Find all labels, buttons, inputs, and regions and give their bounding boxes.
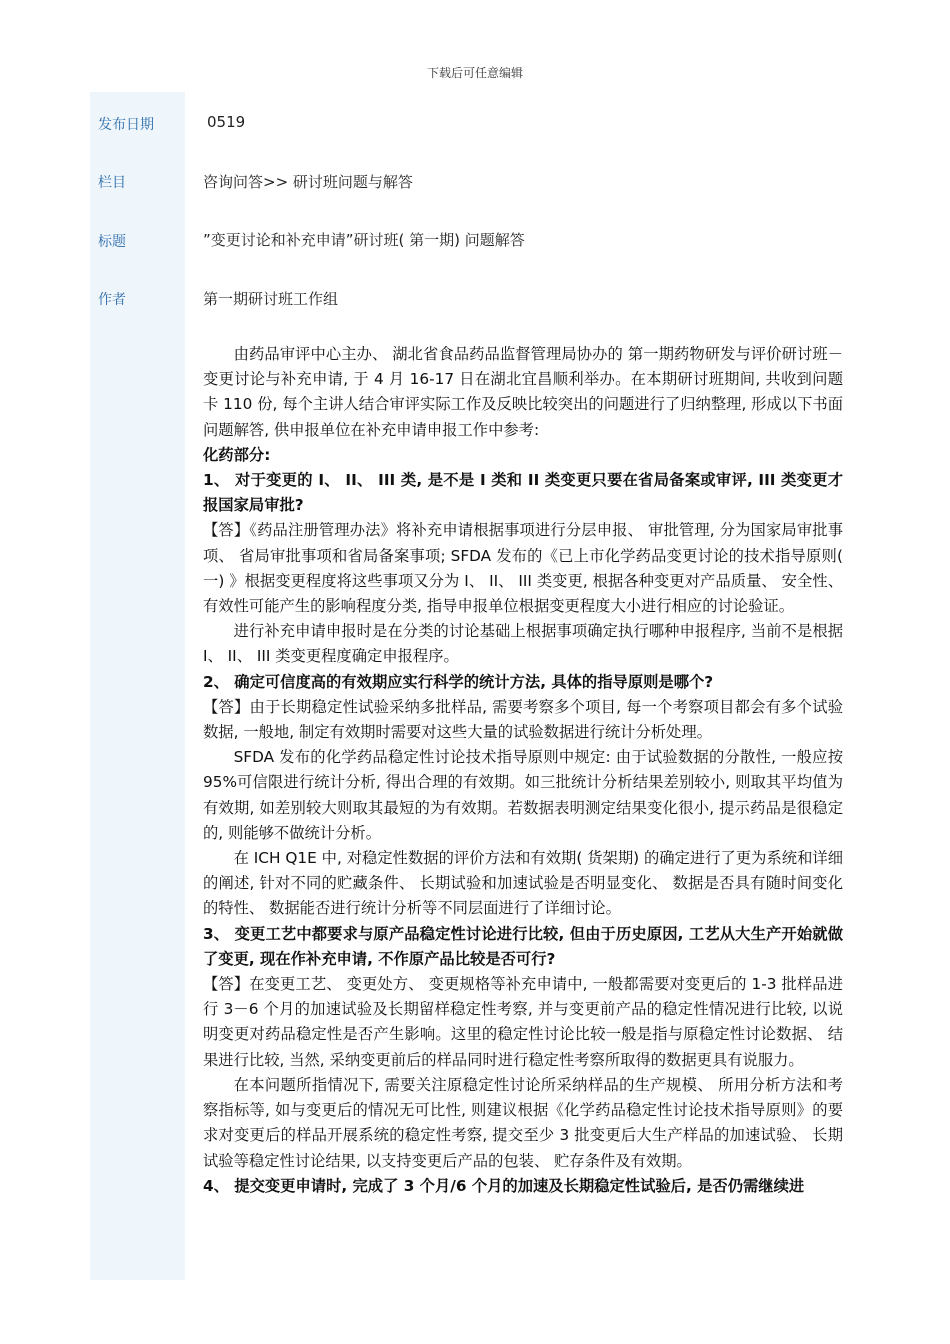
question-4: 4、 提交变更申请时, 完成了 3 个月/6 个月的加速及长期稳定性试验后, 是否仍需继续进 [203, 1176, 805, 1195]
date-label: 发布日期 [98, 117, 154, 133]
answer-3-paragraph: 在本问题所指情况下, 需要关注原稳定性讨论所采纳样品的生产规模、 所用分析方法和考察指标等, 如与变更后的情况无可比性, 则建议根据《化学药品稳定性讨论技术指导原则》的要求对变更后的样品开展系统的稳定性考察, 提交至少 3 批变更后大生产样品的加速试验、 长期试验等稳定性讨论结果, 以支持变更后产品的包装、 贮存条件及有效期。 [203, 1075, 843, 1170]
question-3: 3、 变更工艺中都要求与原产品稳定性讨论进行比较, 但由于历史原因, 工艺从大生产开始就做了变更, 现在作补充申请, 不作原产品比较是否可行? [203, 924, 843, 968]
section-title: 化药部分: [203, 445, 271, 464]
article-body [203, 342, 843, 1199]
author-value: 第一期研讨班工作组 [203, 290, 339, 308]
column-value: 咨询问答>> 研讨班问题与解答 [203, 173, 413, 191]
question-1: 1、 对于变更的 I、 II、 III 类, 是不是 I 类和 II 类变更只要在省局备案或审评, III 类变更才报国家局审批? [203, 471, 843, 515]
answer-3-paragraph: 【答】在变更工艺、 变更处方、 变更规格等补充申请中, 一般都需要对变更后的 1-3 批样品进行 3－6 个月的加速试验及长期留样稳定性考察, 并与变更前产品的稳定性情况进行比较, 以说明变更对药品稳定性是否产生影响。这里的稳定性讨论比较一般是指与原稳定性讨论数据、 结果进行比较, 当然, 采纳变更前后的样品同时进行稳定性考察所取得的数据更具有说服力。 [203, 975, 843, 1069]
answer-2-paragraph: SFDA 发布的化学药品稳定性讨论技术指导原则中规定: 由于试验数据的分散性, 一般应按 95%可信限进行统计分析, 得出合理的有效期。如三批统计分析结果差别较小, 则取其平均值为有效期, 如差别较大则取其最短的为有效期。若数据表明测定结果变化很小, 提示药品是很稳定的, 则能够不做统计分析。 [203, 748, 843, 842]
metadata-label-column [90, 92, 185, 1280]
intro-paragraph: 由药品审评中心主办、 湖北省食品药品监督管理局协办的 第一期药物研发与评价研讨班－变更讨论与补充申请, 于 4 月 16-17 日在湖北宜昌顺利举办。在本期研讨班期间, 共收到问题卡 110 份, 每个主讲人结合审评实际工作及反映比较突出的问题进行了归纳整理, 形成以下书面问题解答, 供申报单位在补充申请申报工作中参考: [203, 345, 843, 439]
title-value: ”变更讨论和补充申请”研讨班( 第一期) 问题解答 [203, 231, 525, 249]
title-label: 标题 [98, 234, 126, 250]
question-2: 2、 确定可信度高的有效期应实行科学的统计方法, 具体的指导原则是哪个? [203, 672, 714, 691]
author-label: 作者 [98, 292, 126, 308]
answer-1-paragraph: 进行补充申请申报时是在分类的讨论基础上根据事项确定执行哪种申报程序, 当前不是根据 I、 II、 III 类变更程度确定申报程序。 [203, 622, 843, 666]
answer-2-paragraph: 【答】由于长期稳定性试验采纳多批样品, 需要考察多个项目, 每一个考察项目都会有多个试验数据, 一般地, 制定有效期时需要对这些大量的试验数据进行统计分析处理。 [203, 697, 843, 742]
date-value: 0519 [207, 113, 246, 131]
answer-2-paragraph: 在 ICH Q1E 中, 对稳定性数据的评价方法和有效期( 货架期) 的确定进行了更为系统和详细的阐述, 针对不同的贮藏条件、 长期试验和加速试验是否明显变化、 数据是否具有随时间变化的特性、 数据能否进行统计分析等不同层面进行了详细讨论。 [203, 849, 843, 918]
header-note: 下载后可任意编辑 [426, 66, 523, 80]
answer-1-paragraph: 【答】《药品注册管理办法》将补充申请根据事项进行分层申报、 审批管理, 分为国家局审批事项、 省局审批事项和省局备案事项; SFDA 发布的《已上市化学药品变更讨论的技术指导原则( 一) 》根据变更程度将这些事项又分为 I、 II、 III 类变更, 根据各种变更对产品质量、 安全性、 有效性可能产生的影响程度分类, 指导申报单位根据变更程度大小进行相应的讨论验证。 [203, 521, 843, 616]
column-label: 栏目 [98, 175, 126, 191]
